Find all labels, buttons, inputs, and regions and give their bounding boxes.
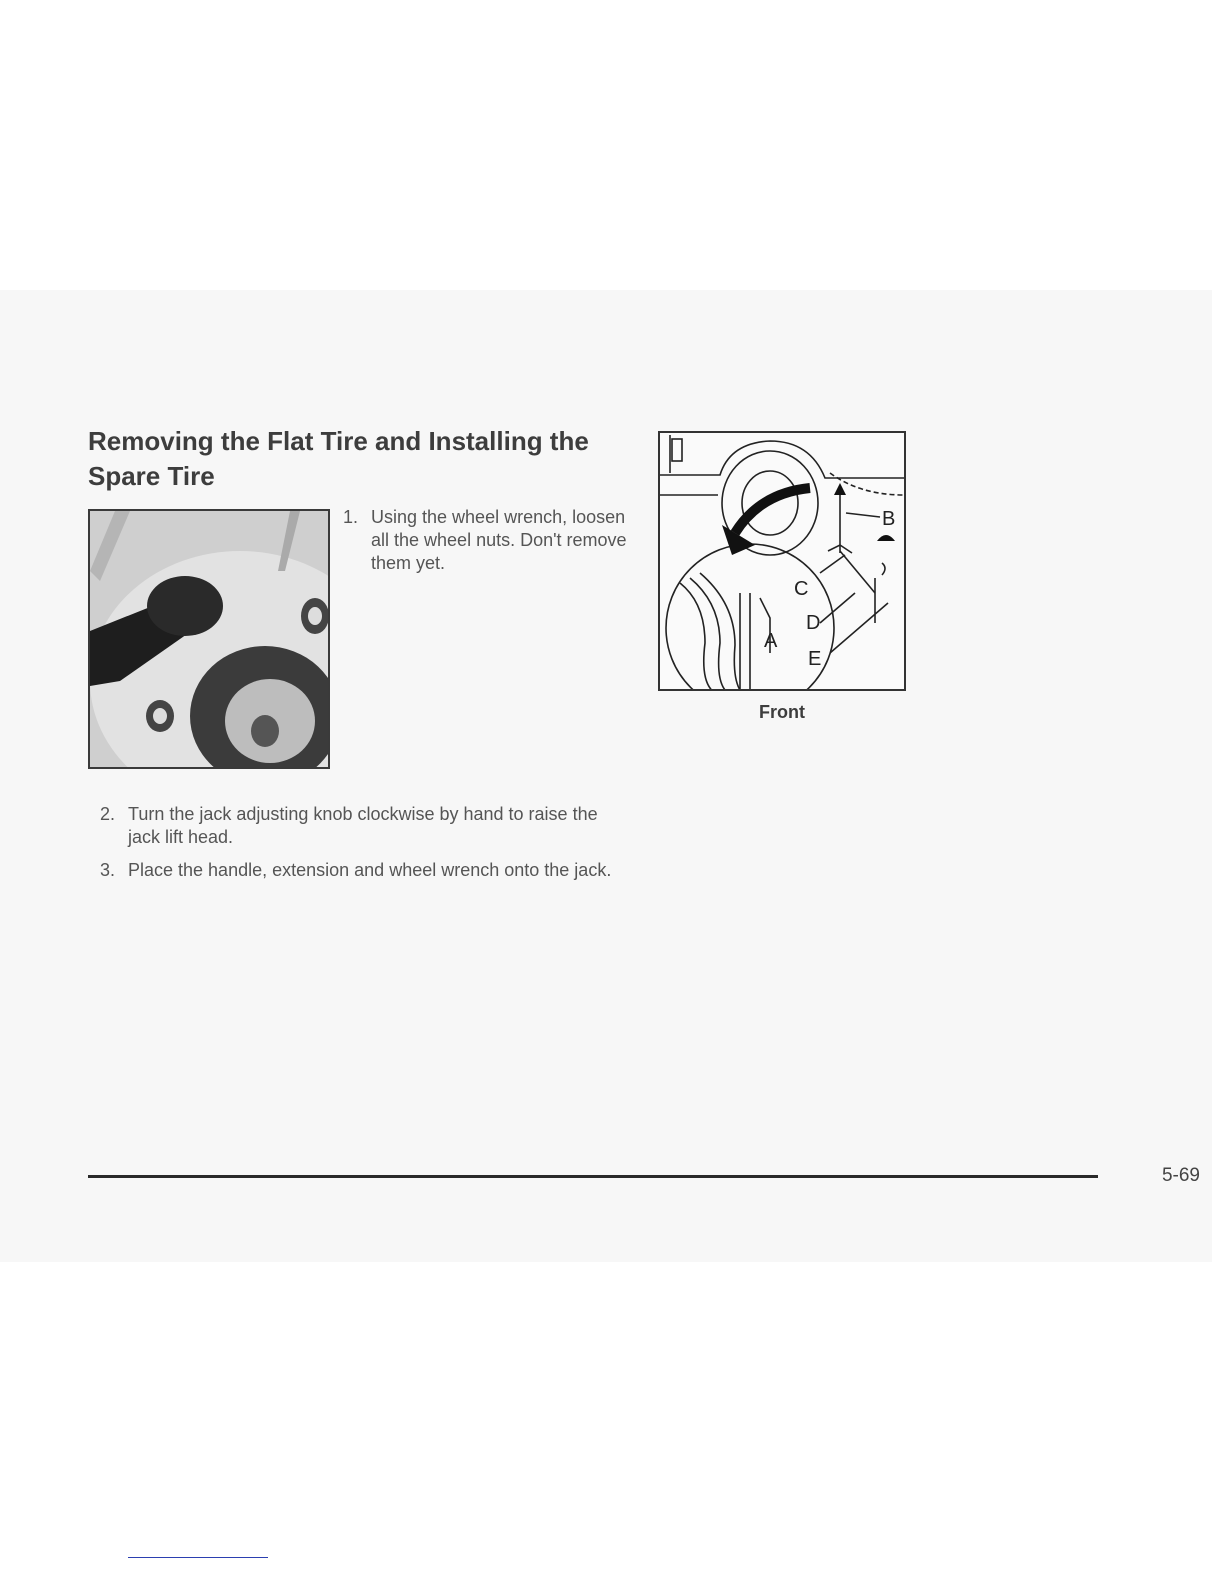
diagram-label-b: B — [882, 508, 896, 530]
step-text: Using the wheel wrench, loosen all the wheel nuts. Don't remove them yet. — [371, 507, 627, 573]
step-text: Turn the jack adjusting knob clockwise by hand to raise the jack lift head. — [128, 804, 598, 847]
jack-diagram-illustration — [660, 433, 904, 689]
wheel-wrench-photo — [88, 509, 330, 769]
footer-rule — [88, 1175, 1098, 1178]
diagram-label-a: A — [764, 630, 778, 652]
section-title: Removing the Flat Tire and Installing the Spare Tire — [88, 426, 589, 491]
jack-location-diagram — [658, 431, 906, 691]
step-3 — [100, 859, 620, 907]
footer-link-underline — [128, 1557, 268, 1558]
step-2 — [100, 803, 620, 851]
step-number: 3. — [100, 860, 116, 880]
figure-caption: Front — [759, 702, 805, 722]
step-text: Place the handle, extension and wheel wrench onto the jack. — [128, 860, 612, 880]
diagram-label-c: C — [794, 578, 809, 600]
page-number: 5-69 — [1161, 1165, 1200, 1186]
step-number: 1. — [343, 507, 359, 527]
diagram-label-e: E — [808, 648, 822, 670]
step-number: 2. — [100, 804, 116, 824]
diagram-label-d: D — [806, 612, 821, 634]
wheel-nut-photo-illustration — [90, 511, 328, 767]
step-1 — [343, 506, 627, 578]
